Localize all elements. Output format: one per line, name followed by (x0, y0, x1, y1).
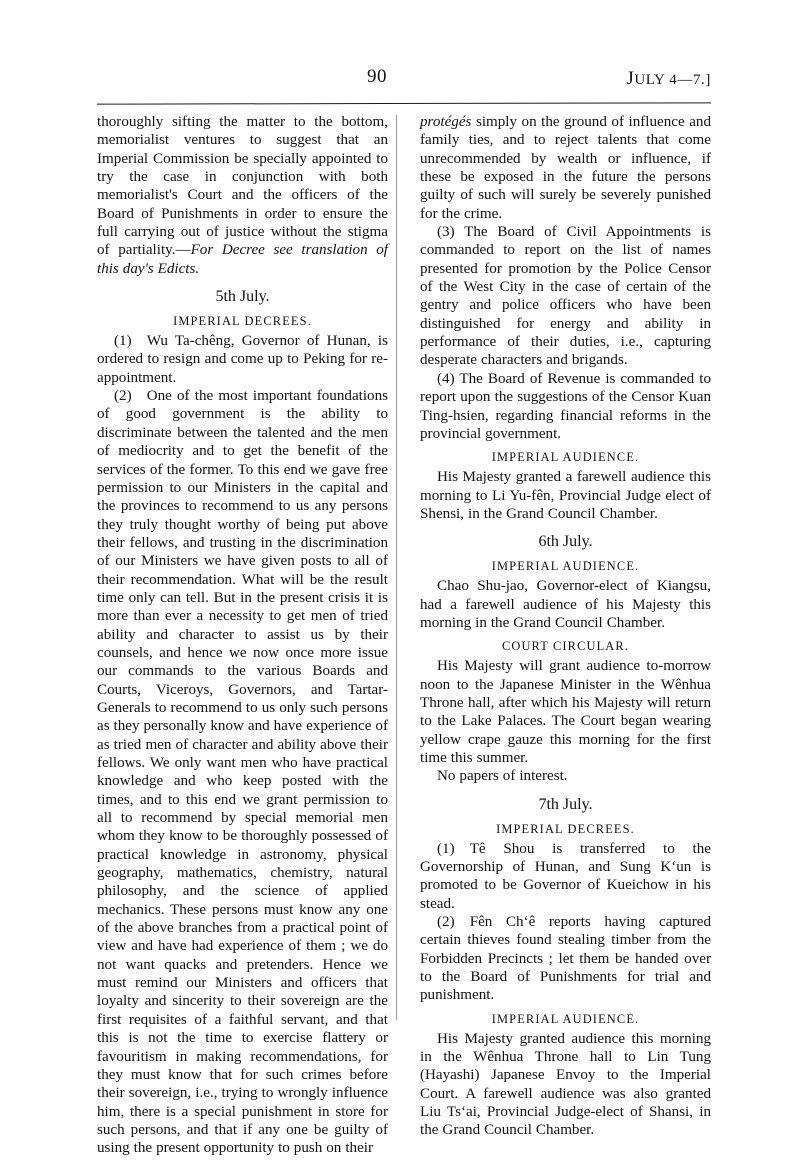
paragraph-text: (2) Fên Ch‘ê reports having captured certain thieves found stealing timber from the Forbidden Precincts ; let them be handed over to the Board of Punishments for trial and punishment. (420, 914, 711, 1004)
text-columns (97, 113, 711, 1157)
column-divider-rule (396, 115, 397, 1020)
date-heading-7th-july: 7th July. (538, 795, 593, 813)
section-heading-court-circular: COURT CIRCULAR. (501, 639, 630, 654)
paragraph-text: His Majesty will grant audience to-morrow noon to the Japanese Minister in the Wênhua Throne hall, after which his Majesty will return to the Lake Palaces. The Court began wearing yellow crape gauze this morning for the first time this summer. (420, 658, 711, 766)
paragraph-continued-proteges (420, 113, 711, 223)
section-heading-imperial-audience-5th: IMPERIAL AUDIENCE. (491, 450, 640, 465)
paragraph-text: (2) One of the most important foundations of good government is the ability to discriminate between the talented and the men of mediocrity and to get the benefit of the services of the former. To this end we gave free permission to our Ministers in the capital and the provinces to recommend to us any persons they truly thought worthy of being put above their fellows, and trusting in the discrimination of our Ministers we have given posts to all of their recommendation. What will be the result time only can tell. But in the present crisis it is more than ever a necessity to get men of tried ability and character to assist us by their counsels, and hence we now once more issue our commands to the various Boards and Courts, Viceroys, Governors, and Tartar-Generals to recommend to us only such persons as they personally know and have experience of as tried men of character and ability above their fellows. We only want men who have practical knowledge and who keep posted with the times, and to this end we grant permission to all to recommend by special memorial men whom they know to be thoroughly possessed of practical knowledge in astronomy, physical geography, mathematics, chemistry, natural philosophy, and the science of applied mechanics. These persons must know any one of the above branches from a practical point of view and have had experience of them ; we do not want quacks and pretenders. Hence we must remind our Ministers and officers that loyalty and sincerity to their sovereign are the first requisites of a faithful servant, and that this is not the time to exercise flattery or favouritism in making recommendations, for they must know that for such crimes before their sovereign, i.e., trying to wrongly influence him, there is a special punishment in store for such persons, and that if any one be guilty of using the present opportunity to push on their (97, 388, 389, 1157)
paragraph-text: (1) Tê Shou is transferred to the Governorship of Hunan, and Sung K‘un is promoted to be Governor of Kueichow in his stead. (420, 840, 711, 912)
section-heading-imperial-decrees: IMPERIAL DECREES. (173, 314, 312, 329)
paragraph-text: thoroughly sifting the matter to the bottom, memorialist ventures to suggest that an Imperial Commission be specially appointed to try the case in conjunction with both memorialist's Court and the officers of the Board of Punishments in order to ensure the full carrying out of justice without the stigma of partiality.— (97, 114, 388, 259)
decree-1-wu-ta-cheng (97, 332, 388, 387)
audience-lin-tung-hayashi (420, 1030, 711, 1140)
decree-4-board-of-revenue (420, 370, 711, 443)
page-folio-number: 90 (367, 66, 387, 87)
paragraph-text: His Majesty granted a farewell audience this morning to Li Yu-fên, Provincial Judge elect of Shensi, in the Grand Council Chamber. (420, 469, 711, 522)
italic-tail-reference: For Decree see translation of this day's Edicts. (97, 242, 388, 277)
paragraph-text: His Majesty granted audience this morning in the Wênhua Throne hall to Lin Tung (Hayashi) Japanese Envoy to the Imperial Court. A farewell audience was also granted Liu Ts‘ai, Provincial Judge-elect of Shansi, in the Grand Council Chamber. (420, 1030, 711, 1139)
decree-1-te-shou (420, 840, 711, 913)
decree-2-foundations-of-government (97, 387, 388, 1157)
audience-chao-shu-jao (420, 577, 711, 632)
running-head-date-rest: ULY 4—7.] (634, 72, 711, 88)
decree-2-fen-che (420, 913, 711, 1005)
right-text-column (420, 113, 711, 1139)
date-heading-5th-july: 5th July. (215, 288, 270, 306)
section-heading-imperial-audience-7th: IMPERIAL AUDIENCE. (491, 1011, 640, 1026)
running-head (97, 66, 711, 96)
paragraph-text: (4) The Board of Revenue is commanded to report upon the suggestions of the Censor Kuan Ting-hsien, regarding financial reforms in the provincial government. (420, 370, 711, 442)
paragraph-text: (3) The Board of Civil Appointments is commanded to report on the list of names presented for promotion by the Police Censor of the West City in the case of certain of the gentry and police officers who have been distinguished for energy and ability in performance of their duties, i.e., capturing desperate characters and brigands. (420, 224, 711, 369)
paragraph-text: (1) Wu Ta-chêng, Governor of Hunan, is ordered to resign and come up to Peking for re-appointment. (97, 333, 388, 386)
running-head-date-lead: J (626, 68, 635, 89)
paragraph-continued-memorial (97, 113, 388, 278)
section-heading-imperial-decrees-7th: IMPERIAL DECREES. (496, 821, 635, 836)
header-rule (97, 102, 711, 104)
paragraph-text: simply on the ground of influence and family ties, and to reject talents that come unrecommended by wealth or influence, if these be exposed in the future the persons guilty of such will surely be severely punished for the crime. (420, 114, 711, 222)
audience-li-yu-fen (420, 468, 711, 523)
left-text-column (97, 113, 389, 1157)
running-head-date (626, 68, 711, 90)
paragraph-text: Chao Shu-jao, Governor-elect of Kiangsu, had a farewell audience of his Majesty this morning in the Grand Council Chamber. (420, 578, 711, 631)
no-papers-of-interest (420, 767, 711, 785)
date-heading-6th-july: 6th July. (538, 533, 593, 551)
section-heading-imperial-audience-6th: IMPERIAL AUDIENCE. (491, 559, 640, 574)
italic-lead-word: protégés (420, 114, 472, 130)
paragraph-text: No papers of interest. (437, 768, 568, 785)
court-circular-body (420, 657, 711, 767)
decree-3-board-of-civil-appointments (420, 223, 711, 370)
